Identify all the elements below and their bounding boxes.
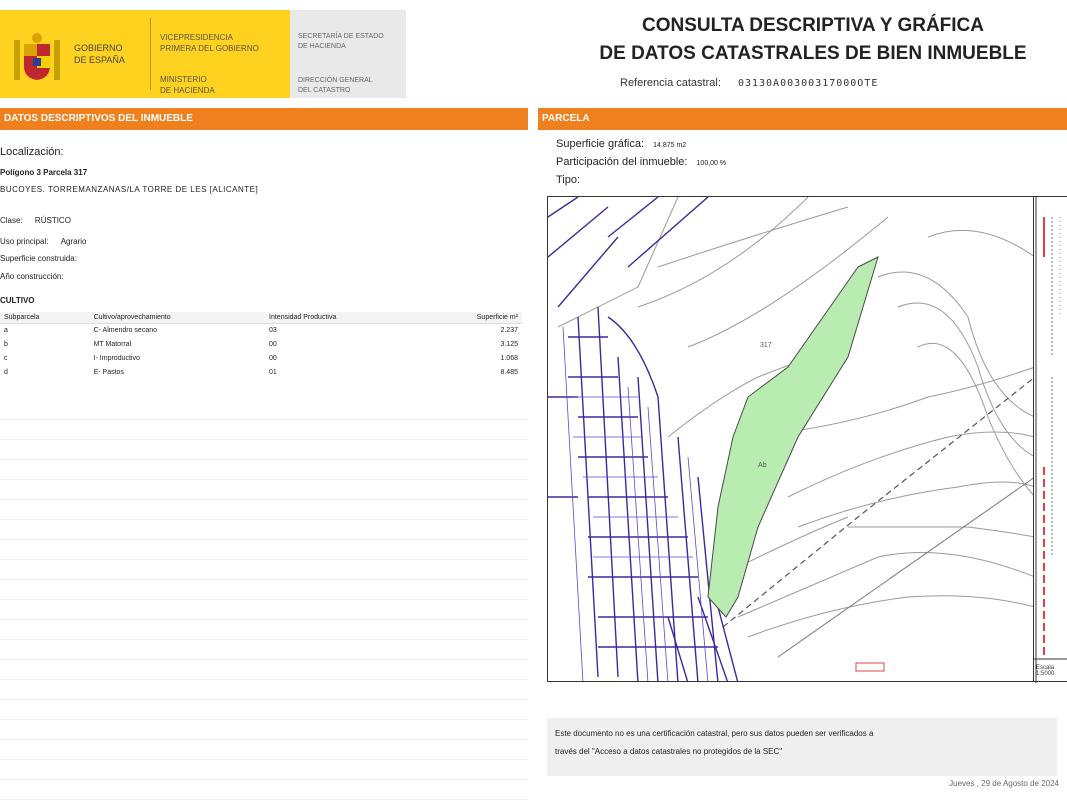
vicepresidency-label: VICEPRESIDENCIA PRIMERA DEL GOBIERNO bbox=[160, 33, 259, 53]
table-row bbox=[0, 352, 522, 366]
col-area: Superficie m² bbox=[420, 312, 522, 324]
urban-parcels-thin bbox=[563, 327, 708, 682]
table-row bbox=[0, 366, 522, 380]
cell: 8.485 bbox=[500, 369, 518, 376]
graphic-area-row bbox=[556, 136, 726, 154]
class-row bbox=[0, 216, 71, 225]
cell: 3.125 bbox=[500, 341, 518, 348]
cell: d bbox=[4, 369, 8, 376]
cell: C- Almendro secano bbox=[93, 327, 157, 335]
cadastral-reference bbox=[620, 77, 1040, 89]
secretariat-banner bbox=[290, 10, 406, 98]
disclaimer-note bbox=[547, 718, 1057, 776]
cell: a bbox=[4, 327, 8, 335]
directorate-label: DIRECCIÓN GENERAL DEL CATASTRO bbox=[298, 77, 373, 94]
parcel-number: 317 bbox=[760, 342, 772, 349]
cell: I- Improductivo bbox=[93, 355, 140, 362]
subparcel-label: Ab bbox=[758, 462, 767, 469]
graphic-area-value: 14.875 m2 bbox=[653, 142, 687, 149]
class-value: RÚSTICO bbox=[34, 216, 71, 225]
type-row bbox=[556, 172, 726, 188]
use-label: Uso principal: bbox=[0, 237, 49, 246]
ministry-banner bbox=[0, 10, 290, 98]
built-area-row bbox=[0, 254, 77, 263]
built-area-label: Superficie construida: bbox=[0, 254, 77, 263]
graphic-area-label: Superficie gráfica: bbox=[556, 138, 645, 150]
location-line2: BUCOYES. TORREMANZANAS/LA TORRE DE LES [ALICANTE] bbox=[0, 185, 259, 194]
ministry-label: MINISTERIO DE HACIENDA bbox=[160, 75, 215, 95]
col-crop: Cultivo/aprovechamiento bbox=[90, 312, 265, 324]
use-value: Agrario bbox=[60, 237, 87, 246]
cultivation-table bbox=[0, 312, 522, 380]
cell: E- Pastos bbox=[93, 369, 124, 376]
use-row bbox=[0, 237, 87, 246]
cell: 2.237 bbox=[500, 327, 518, 335]
coat-of-arms-icon bbox=[8, 30, 66, 88]
construction-year-label: Año construcción: bbox=[0, 272, 64, 281]
note-line1: Este documento no es una certificación catastral, pero sus datos pueden ser verificados a bbox=[555, 729, 874, 738]
blank-ruled-area bbox=[0, 400, 528, 800]
location-line1: Polígono 3 Parcela 317 bbox=[0, 168, 88, 177]
participation-row bbox=[556, 154, 726, 172]
location-label: Localización: bbox=[0, 146, 64, 158]
cell: 00 bbox=[269, 355, 277, 362]
participation-label: Participación del inmueble: bbox=[556, 156, 688, 168]
cell: 00 bbox=[269, 341, 277, 348]
col-intensity: Intensidad Productiva bbox=[265, 312, 420, 324]
cultivation-title: CULTIVO bbox=[0, 296, 35, 305]
map-drawing bbox=[548, 197, 1034, 682]
parcel-info bbox=[556, 136, 726, 188]
page-title: CONSULTA DESCRIPTIVA Y GRÁFICA DE DATOS CATASTRALES DE BIEN INMUEBLE bbox=[599, 15, 1027, 64]
scale-label: Escala 1:5000 bbox=[1036, 665, 1055, 677]
cell: 1.068 bbox=[500, 355, 518, 362]
class-label: Clase: bbox=[0, 216, 23, 225]
gov-name: GOBIERNO DE ESPAÑA bbox=[74, 43, 125, 65]
construction-year-row bbox=[0, 272, 64, 281]
cell: b bbox=[4, 341, 8, 348]
cell: c bbox=[4, 355, 8, 362]
government-logo-block bbox=[0, 10, 406, 98]
parcel-bar: PARCELA bbox=[538, 108, 1067, 130]
cell: 03 bbox=[269, 327, 277, 335]
participation-value: 100,00 % bbox=[696, 160, 727, 167]
table-row bbox=[0, 338, 522, 352]
ref-value: 03130A00300317000OTE bbox=[737, 78, 879, 89]
boundary-line bbox=[778, 477, 1034, 657]
secretariat-label: SECRETARÍA DE ESTADO DE HACIENDA bbox=[298, 33, 384, 50]
type-label: Tipo: bbox=[556, 174, 581, 186]
legend-graphics bbox=[1034, 197, 1067, 683]
scale-marker bbox=[856, 663, 884, 671]
highlighted-parcel[interactable] bbox=[708, 257, 878, 617]
banner-divider bbox=[150, 18, 151, 90]
table-header-row bbox=[0, 312, 522, 324]
cell: MT Matorral bbox=[93, 341, 132, 348]
descriptive-data-bar: DATOS DESCRIPTIVOS DEL INMUEBLE bbox=[0, 108, 528, 130]
cadastral-map[interactable] bbox=[547, 196, 1034, 682]
table-row bbox=[0, 324, 522, 338]
cell: 01 bbox=[269, 369, 277, 376]
map-legend-strip bbox=[1034, 196, 1067, 682]
col-subparcel: Subparcela bbox=[0, 312, 90, 324]
footer-date: Jueves , 29 de Agosto de 2024 bbox=[949, 779, 1059, 788]
note-line2: través del "Acceso a datos catastrales no protegidos de la SEC" bbox=[555, 747, 783, 756]
ref-label: Referencia catastral: bbox=[620, 77, 721, 89]
